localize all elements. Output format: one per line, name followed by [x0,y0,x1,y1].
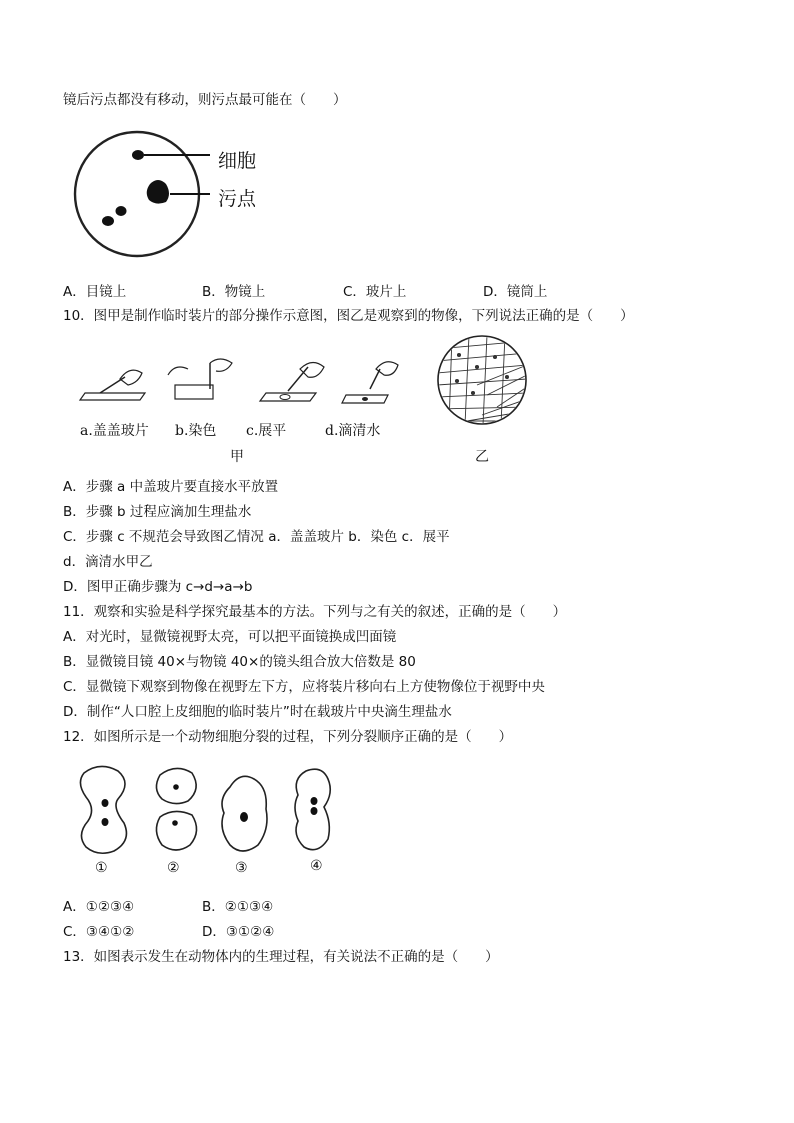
q9-option-a[interactable]: A．目镜上 [63,284,127,300]
cell-division-figure [78,765,348,860]
step-c-label: c.展平 [246,423,287,439]
cell-label-2: ② [167,860,180,876]
q10-option-b[interactable]: B．步骤 b 过程应滴加生理盐水 [63,504,252,520]
q10-option-c[interactable]: C．步骤 c 不规范会导致图乙情况 a．盖盖玻片 b．染色 c．展平 [63,529,450,545]
q10-option-d[interactable]: D．图甲正确步骤为 c→d→a→b [63,579,253,595]
q9-option-c[interactable]: C．玻片上 [343,284,407,300]
step-a-label: a.盖盖玻片 [80,423,149,439]
q12-option-c[interactable]: C．③④①② [63,924,135,940]
q11-option-a[interactable]: A．对光时，显微镜视野太亮，可以把平面镜换成凹面镜 [63,629,397,645]
observed-image-figure [437,335,527,425]
figure-jia-label: 甲 [230,449,244,465]
spot-label: 污点 [218,188,257,210]
q9-stem: 镜后污点都没有移动，则污点最可能在（ ） [63,92,347,108]
cell-label-3: ③ [235,860,248,876]
q10-option-c-cont: d．滴清水甲乙 [63,554,153,570]
q9-option-d[interactable]: D．镜筒上 [483,284,548,300]
q12-option-d[interactable]: D．③①②④ [202,924,275,940]
step-d-label: d.滴清水 [325,423,381,439]
q12-stem: 12．如图所示是一个动物细胞分裂的过程，下列分裂顺序正确的是（ ） [63,729,513,745]
figure-yi-label: 乙 [475,449,489,465]
q11-option-d[interactable]: D．制作“人口腔上皮细胞的临时装片”时在载玻片中央滴生理盐水 [63,704,452,720]
q12-option-b[interactable]: B．②①③④ [202,899,274,915]
step-b-label: b.染色 [175,423,217,439]
q11-option-b[interactable]: B．显微镜目镜 40×与物镜 40×的镜头组合放大倍数是 80 [63,654,416,670]
slide-steps-figure [80,355,420,415]
cell-label: 细胞 [218,150,257,172]
q11-stem: 11．观察和实验是科学探究最基本的方法。下列与之有关的叙述，正确的是（ ） [63,604,567,620]
cell-label-4: ④ [310,858,323,874]
q10-stem: 10．图甲是制作临时装片的部分操作示意图，图乙是观察到的物像，下列说法正确的是（ ） [63,308,634,324]
q9-option-b[interactable]: B．物镜上 [202,284,266,300]
cell-label-1: ① [95,860,108,876]
q13-stem: 13．如图表示发生在动物体内的生理过程，有关说法不正确的是（ ） [63,949,499,965]
q11-option-c[interactable]: C．显微镜下观察到物像在视野左下方，应将装片移向右上方使物像位于视野中央 [63,679,545,695]
q12-option-a[interactable]: A．①②③④ [63,899,135,915]
q10-option-a[interactable]: A．步骤 a 中盖玻片要直接水平放置 [63,479,279,495]
